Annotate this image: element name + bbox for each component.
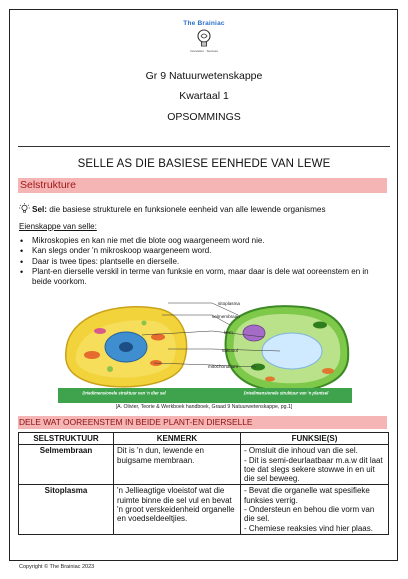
section-heading-text: Selstrukture xyxy=(20,179,77,191)
cell-diagram xyxy=(58,293,352,408)
column-header: KENMERK xyxy=(114,433,241,445)
table-row xyxy=(19,445,389,485)
properties-heading: Eienskappe van selle: xyxy=(19,222,97,231)
list-item: • Daar is twee tipes: plantselle en dierselle. xyxy=(19,257,379,267)
function-line: - Chemiese reaksies vind hier plaas. xyxy=(244,523,373,533)
function-line: - Omsluit die inhoud van die sel. xyxy=(244,446,358,456)
function-cell xyxy=(241,445,389,485)
section-heading-common-parts xyxy=(18,416,387,429)
feature-cell: Dit is 'n dun, lewende en buigsame membraan. xyxy=(114,445,241,485)
function-line: - Dit is semi-deurlaatbaar m.a.w dit laat toe dat slegs sekere stowwe in en uit die sel beweeg. xyxy=(244,455,383,484)
cell-structure-table xyxy=(18,432,389,535)
feature-cell: 'n Jellieagtige vloeistof wat die ruimte binne die sel vul en bevat 'n groot verskeidenheid organelle en voedseldeeltjies. xyxy=(114,485,241,534)
header-divider xyxy=(18,146,390,147)
label-mitochondrium: mitochondrium xyxy=(208,364,239,369)
list-item: • Plant-en dierselle verskil in terme van funksie en vorm, maar daar is dele wat ooreenstem en in beide voorkom. xyxy=(19,267,379,288)
document-title: SELLE AS DIE BASIESE EENHEDE VAN LEWE xyxy=(77,158,331,170)
label-selmembraan: selmembraan xyxy=(212,314,240,319)
column-header: SELSTRUKTUUR xyxy=(19,433,114,445)
subject-line: Gr 9 Natuurwetenskappe xyxy=(145,70,263,82)
figure-source: [A. Olivier, Teorie & Werkboek handboek, Graad 9 Natuurwetenskappe, pg.1] xyxy=(115,404,293,410)
plant-cell-caption: Driedimensionele struktuur van 'n plantsel xyxy=(243,390,329,396)
function-line: - Bevat die organelle wat spesifieke funksies verrig. xyxy=(244,486,370,505)
logo xyxy=(0,20,408,53)
definition-term: Sel: xyxy=(32,205,48,214)
label-vakuool: vakuool xyxy=(222,348,238,353)
function-line: - Ondersteun en behou die vorm van die sel. xyxy=(244,505,375,524)
definition-text: die basiese strukturele en funksionele eenheid van alle lewende organismes xyxy=(47,205,326,214)
structure-cell: Selmembraan xyxy=(19,445,114,485)
table-header-row xyxy=(19,433,389,445)
copyright: Copyright © The Brainiac 2023 xyxy=(19,564,95,570)
structure-cell: Sitoplasma xyxy=(19,485,114,534)
plant-cell-illustration xyxy=(226,306,349,391)
animal-cell-illustration xyxy=(66,307,187,387)
animal-cell-caption: Driedimensionele struktuur van 'n dier sel xyxy=(82,390,166,396)
cell-definition xyxy=(19,203,326,214)
column-header: FUNKSIE(S) xyxy=(241,433,389,445)
logo-tagline: Innovation · Success xyxy=(190,49,218,53)
list-item: • Kan slegs onder 'n mikroskoop waargeneem word. xyxy=(19,246,379,256)
section-heading-selstrukture xyxy=(18,178,387,193)
summaries-line: OPSOMMINGS xyxy=(167,111,241,123)
properties-list xyxy=(19,236,379,287)
label-sitoplasma: sitoplasma xyxy=(218,301,240,306)
list-item: • Mikroskopies en kan nie met die blote oog waargeneem word nie. xyxy=(19,236,379,246)
lightbulb-logo-icon xyxy=(196,29,212,49)
logo-text: The Brainiac xyxy=(183,20,225,27)
lightbulb-icon xyxy=(19,203,30,214)
label-kern: kern xyxy=(224,330,233,335)
term-line: Kwartaal 1 xyxy=(179,90,229,102)
table-row xyxy=(19,485,389,534)
function-cell xyxy=(241,485,389,534)
section-heading-text: DELE WAT OOREENSTEM IN BEIDE PLANT-EN DIERSELLE xyxy=(19,417,253,427)
